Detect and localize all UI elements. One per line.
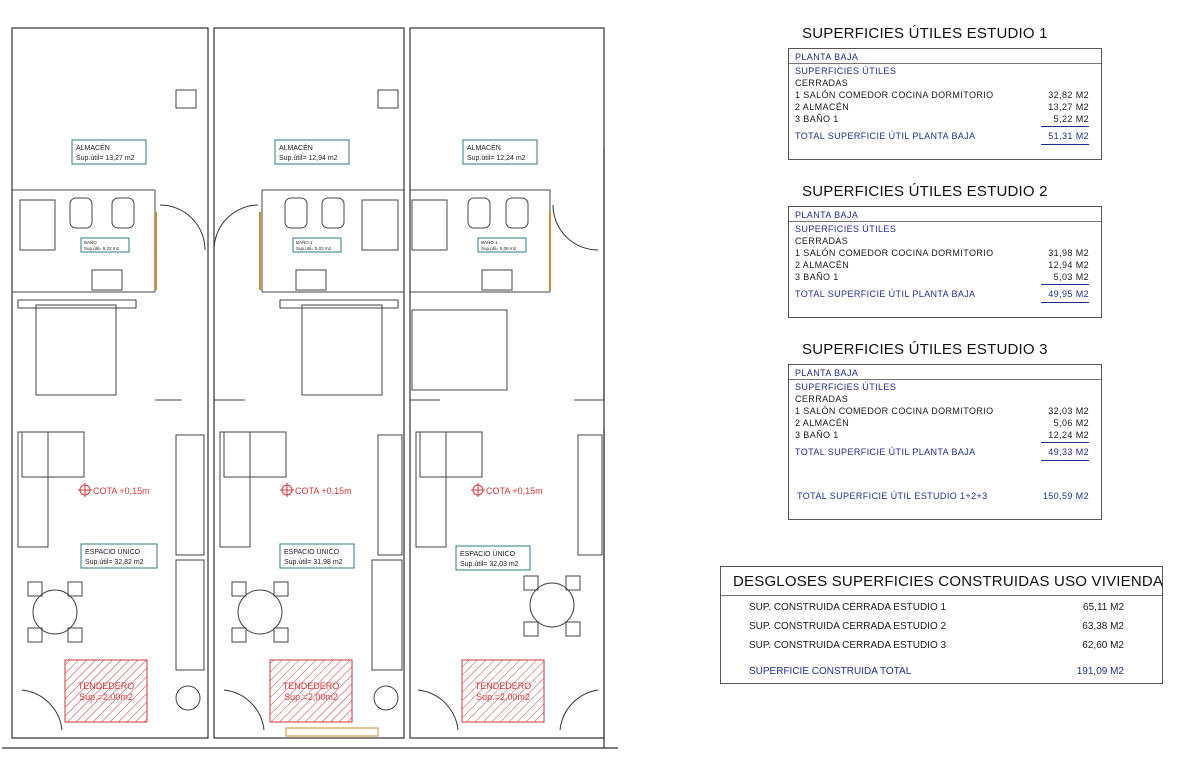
table-row: 2 ALMACÉN 12,94 M2 [795, 260, 1089, 270]
s2-espacio-label: ESPACIO ÚNICO [284, 549, 340, 556]
table-1-title: SUPERFICIES ÚTILES ESTUDIO 1 [802, 25, 1048, 42]
s1-tendedero-area: Sup.=2,00m2 [79, 692, 133, 702]
grand-total: TOTAL SUPERFICIE ÚTIL ESTUDIO 1+2+3 150,59 M2 [797, 491, 1089, 501]
s3-espacio-area: Sup.útil= 32,03 m2 [460, 561, 519, 568]
table-2-superficies: SUPERFICIES ÚTILES [795, 224, 897, 234]
table-row: 3 BAÑO 1 5,22 M2 [795, 114, 1089, 124]
tendedero-areas [65, 660, 544, 722]
s1-espacio-label: ESPACIO ÚNICO [85, 549, 141, 556]
table-1-total: TOTAL SUPERFICIE ÚTIL PLANTA BAJA 51,31 M2 [795, 131, 1089, 141]
table-row: 3 BAÑO 1 12,24 M2 [795, 430, 1089, 440]
label-boxes [72, 140, 537, 570]
s2-almacen-area: Sup.útil= 12,94 m2 [279, 155, 338, 162]
s1-almacen-label: ALMACÉN [76, 145, 110, 152]
studio-3-plan [410, 190, 604, 730]
desglose-total: SUPERFICIE CONSTRUIDA TOTAL 191,09 M2 [749, 666, 1124, 677]
desglose-table [720, 566, 1163, 684]
s3-tendedero-area: Sup.=2,00m2 [476, 692, 530, 702]
s3-almacen-label: ALMACÉN [467, 145, 501, 152]
table-2 [788, 206, 1102, 318]
studio-2-plan [214, 90, 404, 736]
table-1-planta: PLANTA BAJA [795, 52, 859, 62]
studio-1-plan [12, 90, 205, 730]
table-1 [788, 48, 1102, 160]
desglose-title: DESGLOSES SUPERFICIES CONSTRUIDAS USO VIVIENDA [733, 573, 1164, 590]
table-row: 2 ALMACÉN 13,27 M2 [795, 102, 1089, 112]
s2-cota: COTA +0,15m [295, 486, 352, 496]
table-row: 1 SALÓN COMEDOR COCINA DORMITORIO 32,03 M2 [795, 406, 1089, 416]
s2-espacio-area: Sup.útil= 31,98 m2 [284, 559, 343, 566]
table-3-total: TOTAL SUPERFICIE ÚTIL PLANTA BAJA 49,33 M2 [795, 447, 1089, 457]
s1-cota: COTA +0,15m [93, 486, 150, 496]
table-3-title: SUPERFICIES ÚTILES ESTUDIO 3 [802, 341, 1048, 358]
table-3-planta: PLANTA BAJA [795, 368, 859, 378]
s3-bano-label: BAÑO 1 [481, 240, 498, 245]
s3-tendedero-label: TENDEDERO [474, 681, 532, 691]
s3-espacio-label: ESPACIO ÚNICO [460, 551, 516, 558]
table-row: 2 ALMACÉN 5,06 M2 [795, 418, 1089, 428]
table-1-cerradas: CERRADAS [795, 78, 849, 88]
table-2-total: TOTAL SUPERFICIE ÚTIL PLANTA BAJA 49,95 M2 [795, 289, 1089, 299]
s2-tendedero-label: TENDEDERO [282, 681, 340, 691]
table-row: 3 BAÑO 1 5,03 M2 [795, 272, 1089, 282]
s1-almacen-area: Sup.útil= 13,27 m2 [76, 155, 135, 162]
s2-bano-area: Sup.útil= 5,03 m2 [296, 246, 332, 251]
table-3-superficies: SUPERFICIES ÚTILES [795, 382, 897, 392]
table-row: 1 SALÓN COMEDOR COCINA DORMITORIO 31,98 M2 [795, 248, 1089, 258]
s3-cota: COTA +0,15m [486, 486, 543, 496]
desglose-row: SUP. CONSTRUIDA CERRADA ESTUDIO 2 63,38 M2 [749, 621, 1124, 632]
s2-almacen-label: ALMACÉN [279, 145, 313, 152]
s3-almacen-area: Sup.útil= 12,24 m2 [467, 155, 526, 162]
table-3-cerradas: CERRADAS [795, 394, 849, 404]
s2-bano-label: BAÑO 1 [296, 240, 313, 245]
plan-walls [2, 28, 618, 748]
s1-tendedero-label: TENDEDERO [77, 681, 135, 691]
s1-espacio-area: Sup.útil= 32,82 m2 [85, 559, 144, 566]
s1-bano-area: Sup.útil= 5,22 m2 [84, 246, 120, 251]
table-1-superficies: SUPERFICIES ÚTILES [795, 66, 897, 76]
table-2-title: SUPERFICIES ÚTILES ESTUDIO 2 [802, 183, 1048, 200]
desglose-row: SUP. CONSTRUIDA CERRADA ESTUDIO 1 65,11 M2 [749, 602, 1124, 613]
table-3 [788, 364, 1102, 520]
s3-bano-area: Sup.útil= 5,06 m2 [481, 246, 517, 251]
s1-bano-label: BAÑO [84, 240, 97, 245]
table-2-planta: PLANTA BAJA [795, 210, 859, 220]
s2-tendedero-area: Sup.=2,00m2 [284, 692, 338, 702]
table-row: 1 SALÓN COMEDOR COCINA DORMITORIO 32,82 M2 [795, 90, 1089, 100]
table-2-cerradas: CERRADAS [795, 236, 849, 246]
desglose-row: SUP. CONSTRUIDA CERRADA ESTUDIO 3 62,60 M2 [749, 640, 1124, 651]
